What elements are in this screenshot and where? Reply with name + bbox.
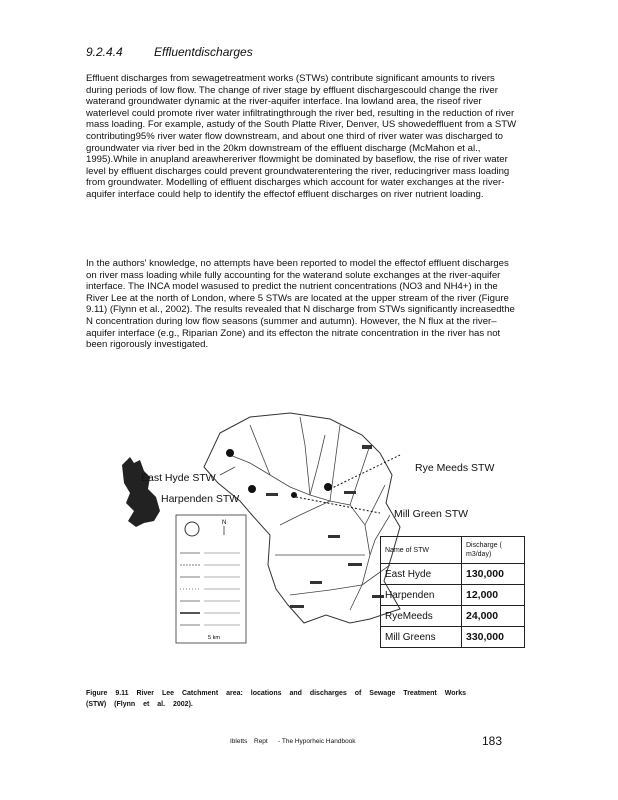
label-harpenden-stw: Harpenden STW <box>161 493 240 505</box>
stw-marker-rye-meeds <box>324 483 332 491</box>
table-header-row <box>381 537 525 564</box>
label-mill-green-stw: Mill Green STW <box>394 508 469 520</box>
footer-left-1: Ibletts <box>230 738 248 745</box>
table-row <box>381 606 525 627</box>
paragraph-1: Effluent discharges from sewagetreatment works (STWs) contribute significant amounts to rivers during periods of low flow. The change of river stage by effluent dischargescould change the river waterand groundwater dynamic at the river-aquifer interface. Ina lowland area, the riseof river waterlevel could promote river water infiltratingthrough the river bed, resulting in the reduction of river mass loading. For example, astudy of the South Platte River, Denver, US showedeffluent from a STW contributing95% river water flow downstream, and about one third of river water was discharged to groundwater via river bed in the 20km downstream of the effluent discharge (McMahon et al., 1995).While in anupland areawhereriver flowmight be dominated by baseflow, the rise of river water level by effluent discharges could prevent groundwaterentering the river, reducingriver mass loading from groundwater. Modelling of effluent discharges which account for water exchanges at the river-aquifer interface could help to identify the effectof effluent discharges on river nutrient loading. <box>86 73 517 200</box>
section-number: 9.2.4.4 <box>86 45 123 59</box>
town-markers <box>266 445 384 608</box>
stw-name: Harpenden <box>381 585 462 606</box>
footer-left-2: Rept <box>254 738 268 745</box>
stw-marker-harpenden <box>248 485 256 493</box>
paragraph-2: In the authors' knowledge, no attempts have been reported to model the effectof effluent discharges on river mass loading while fully accounting for the waterand solute exchanges at the river-aquifer interface. The INCA model wasused to predict the nutrient concentrations (NO3 and NH4+) in the River Lee at the north of London, where 5 STWs are located at the upper stream of the river (Figure 9.11) (Flynn et al., 2002). The results revealed that N discharge from STWs significantly increasedthe N concentration during low flow seasons (summer and autumn). However, the N flux at the river–aquifer interface (e.g., Riparian Zone) and its effecton the nitrate concentration in the river has not been rigorously investigated. <box>86 258 515 351</box>
stw-discharge-table <box>380 536 525 648</box>
footer-title: - The Hyporheic Handbook <box>278 738 356 745</box>
figure-caption: Figure 9.11 River Lee Catchment area: locations and discharges of Sewage Treatment Works (STW) (Flynn et al. 2002). <box>86 690 466 708</box>
stw-name: RyeMeeds <box>381 606 462 627</box>
table-row <box>381 585 525 606</box>
table-row <box>381 564 525 585</box>
label-rye-meeds-stw: Rye Meeds STW <box>415 462 495 474</box>
stw-discharge: 130,000 <box>462 564 525 585</box>
stw-discharge: 24,000 <box>462 606 525 627</box>
stw-discharge: 12,000 <box>462 585 525 606</box>
section-title: Effluentdischarges <box>154 45 253 59</box>
table-row <box>381 627 525 648</box>
stw-name: East Hyde <box>381 564 462 585</box>
stw-name: Mill Greens <box>381 627 462 648</box>
stw-marker-east-hyde <box>226 449 234 457</box>
north-arrow-label: N <box>222 520 227 526</box>
map-legend <box>176 515 246 643</box>
uk-inset-outline <box>122 457 160 527</box>
header-discharge: Discharge ( m3/day) <box>462 537 525 564</box>
scale-label: 5 km <box>208 635 220 641</box>
page-number: 183 <box>482 734 503 748</box>
section-heading <box>86 45 253 59</box>
label-east-hyde-stw: East Hyde STW <box>141 472 216 484</box>
header-name: Name of STW <box>381 537 462 564</box>
stw-discharge: 330,000 <box>462 627 525 648</box>
